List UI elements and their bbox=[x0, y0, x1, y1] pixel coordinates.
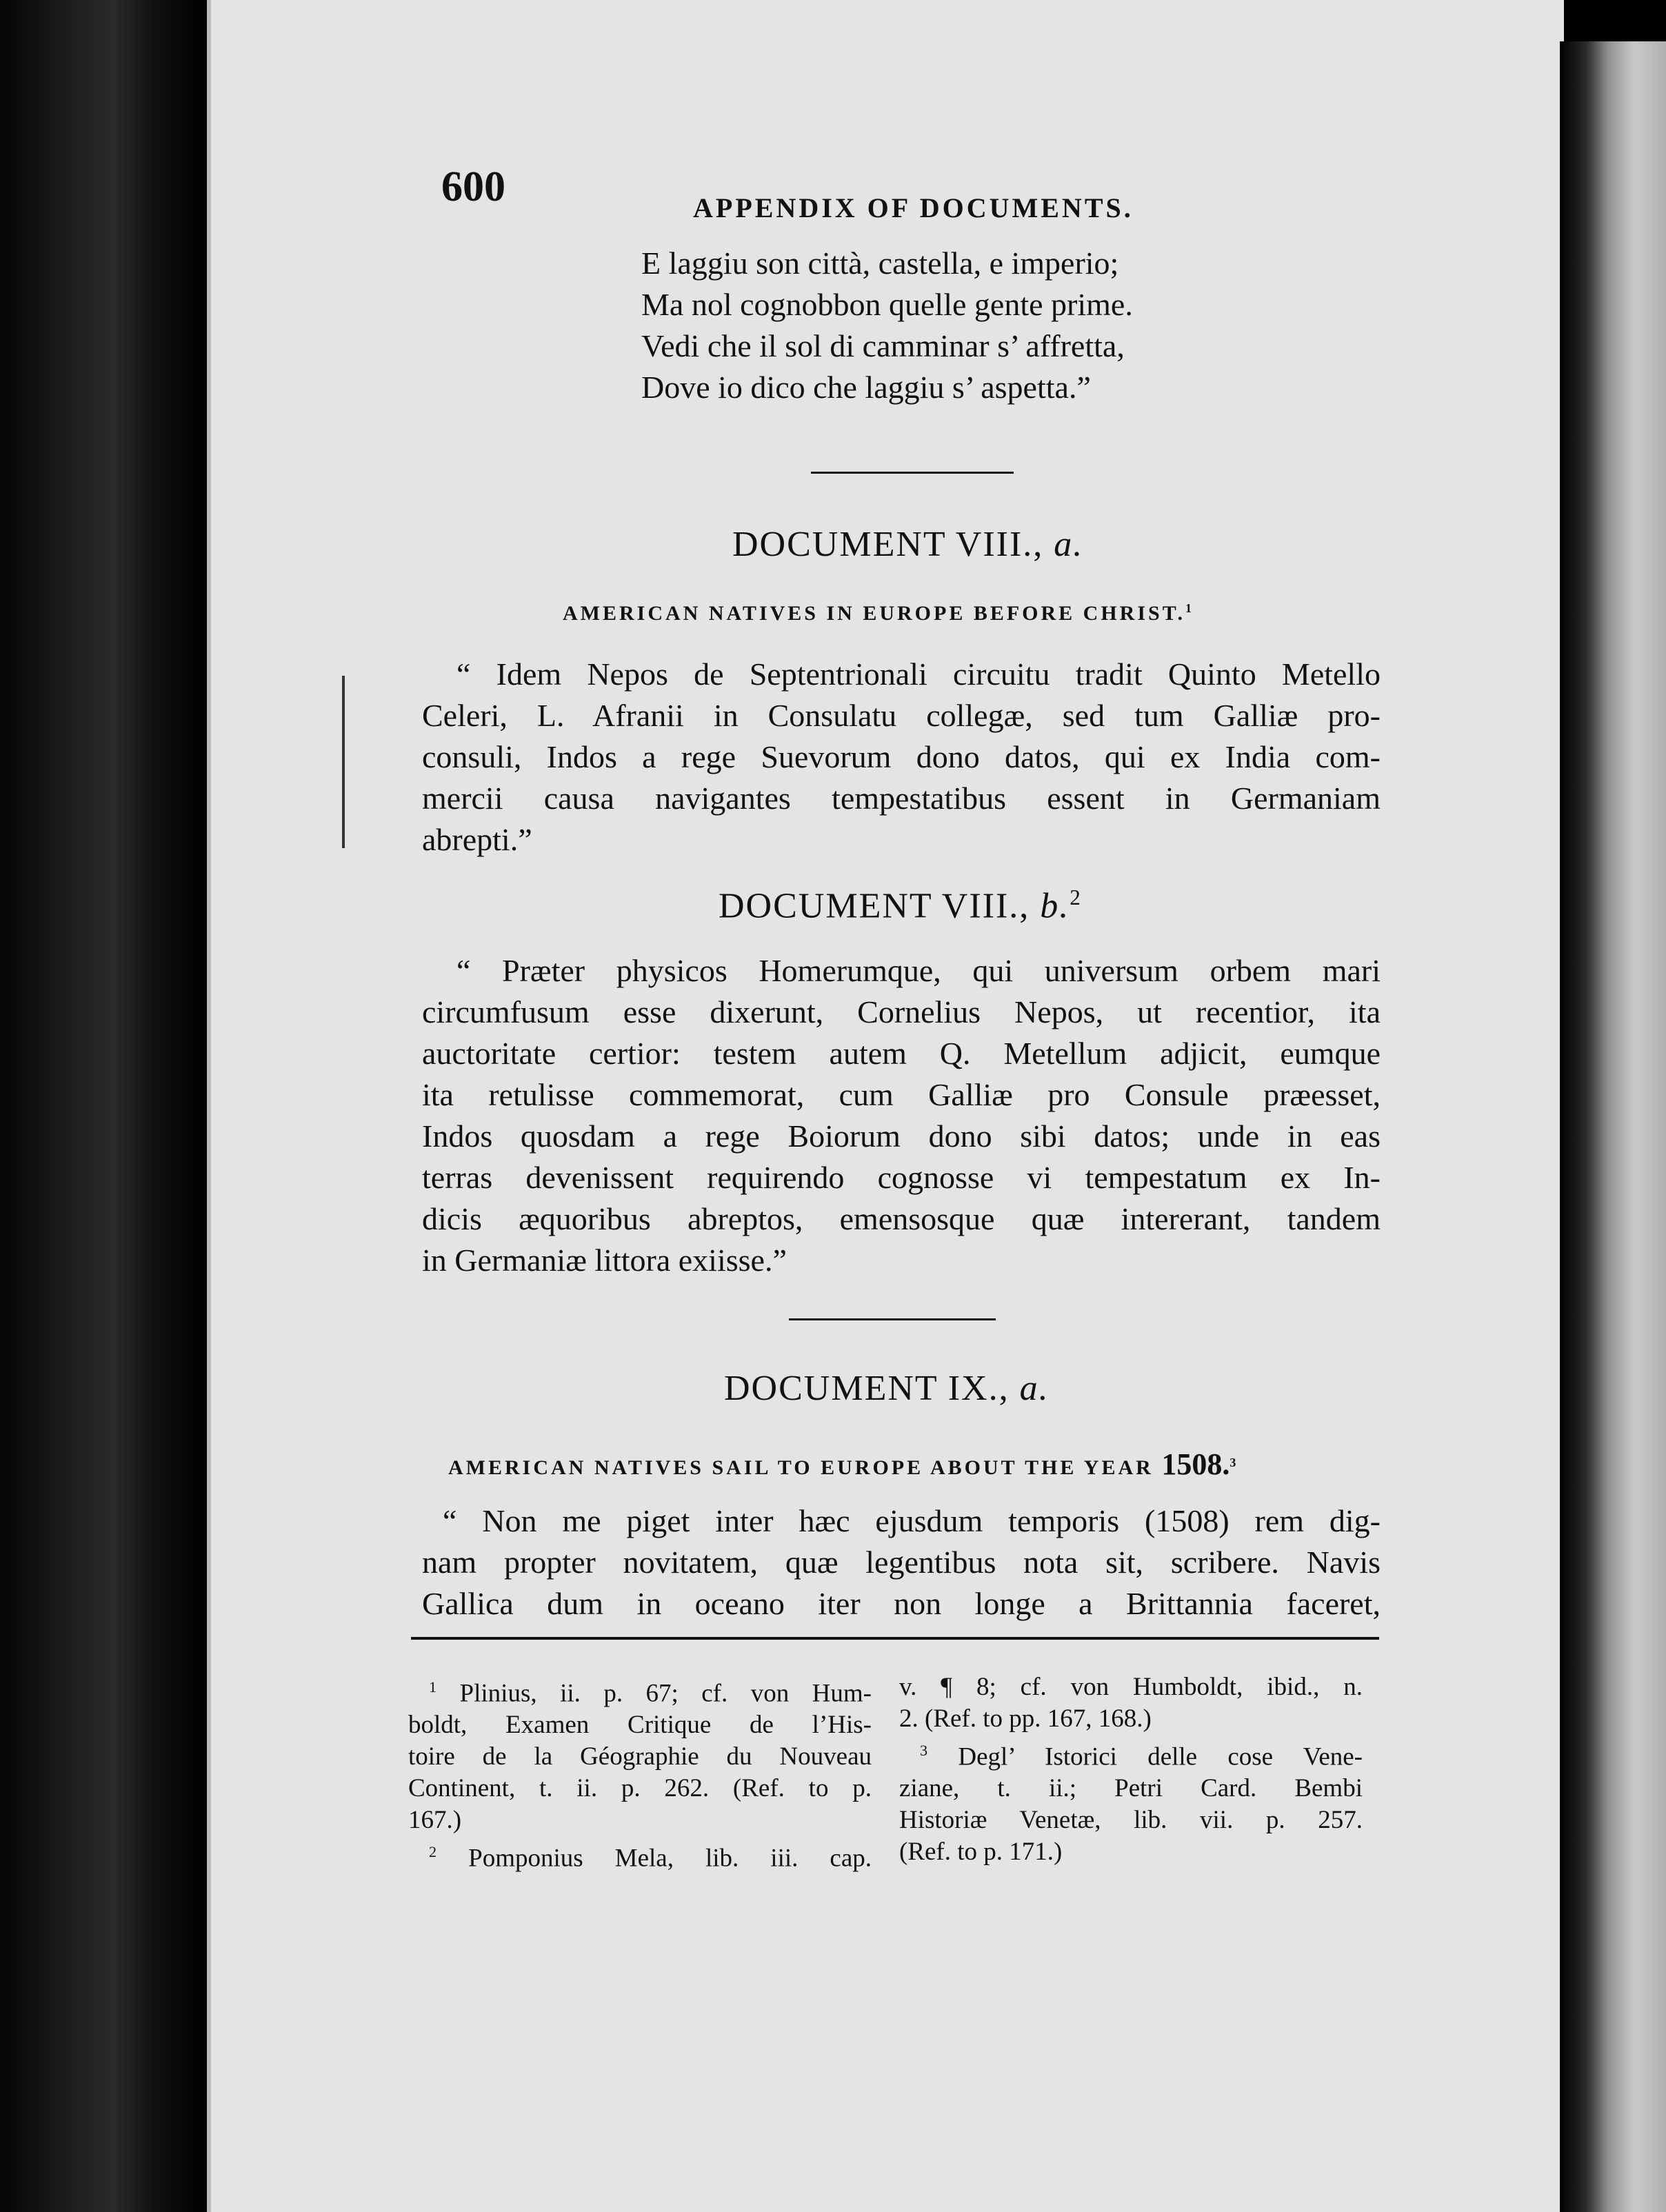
paragraph-line: consuli, Indos a rege Suevorum dono datos, qui ex India com- bbox=[422, 739, 1381, 774]
paragraph-line: nam propter novitatem, quæ legentibus nota sit, scribere. Navis bbox=[422, 1545, 1381, 1580]
footnote-line: toire de la Géographie du Nouveau bbox=[408, 1742, 872, 1771]
footnote-reference: 1 bbox=[1185, 601, 1194, 615]
paragraph-line: in Germaniæ littora exiisse.” bbox=[422, 1243, 787, 1278]
paragraph-line: “ Præter physicos Homerumque, qui universum orbem mari bbox=[456, 953, 1381, 988]
footnote-line: boldt, Examen Critique de l’His- bbox=[408, 1711, 872, 1740]
book-binding-left bbox=[0, 0, 207, 2212]
paragraph-line: “ Non me piget inter hæc ejusdum temporis (1508) rem dig- bbox=[443, 1503, 1381, 1538]
footnote-reference: 3 bbox=[1230, 1456, 1239, 1470]
footnote-text: Plinius, ii. p. 67; cf. von Hum- bbox=[459, 1679, 872, 1708]
paragraph-line: Celeri, L. Afranii in Consulatu collegæ, sed tum Galliæ pro- bbox=[422, 698, 1381, 733]
footnote-text: Pomponius Mela, lib. iii. cap. bbox=[468, 1844, 872, 1873]
footnote-mark: 2 bbox=[429, 1843, 437, 1861]
document-paragraph bbox=[422, 950, 1381, 1281]
paragraph-line: ita retulisse commemorat, cum Galliæ pro Consule præesset, bbox=[422, 1077, 1381, 1112]
paragraph-line: circumfusum esse dixerunt, Cornelius Nepos, ut recentior, ita bbox=[422, 994, 1381, 1029]
paragraph-line: abrepti.” bbox=[422, 822, 532, 857]
document-heading bbox=[724, 1368, 1050, 1409]
document-heading-letter: a. bbox=[1054, 525, 1084, 564]
paragraph-line: dicis æquoribus abreptos, emensosque quæ intererant, tandem bbox=[422, 1201, 1381, 1236]
verse-line: Vedi che il sol di camminar s’ affretta, bbox=[641, 328, 1125, 363]
subheading-year: 1508. bbox=[1161, 1447, 1230, 1481]
paragraph-line: mercii causa navigantes tempestatibus essent in Germaniam bbox=[422, 781, 1381, 816]
document-subheading bbox=[448, 1447, 1238, 1482]
footnote-line bbox=[899, 1735, 1363, 1773]
document-heading bbox=[719, 885, 1082, 927]
paragraph-line: terras devenissent requirendo cognosse vi tempestatum ex In- bbox=[422, 1160, 1381, 1195]
footnote-line: v. ¶ 8; cf. von Humboldt, ibid., n. bbox=[899, 1673, 1363, 1701]
document-subheading bbox=[563, 601, 1194, 625]
book-page-right-edge bbox=[1560, 41, 1666, 2212]
document-heading-text: DOCUMENT VIII., bbox=[719, 886, 1030, 926]
paragraph-line: Gallica dum in oceano iter non longe a Brittannia faceret, bbox=[422, 1586, 1381, 1621]
footnote-text: Degl’ Istorici delle cose Vene- bbox=[958, 1742, 1363, 1771]
footnote-line: (Ref. to p. 171.) bbox=[899, 1838, 1063, 1867]
paragraph-line: “ Idem Nepos de Septentrionali circuitu tradit Quinto Metello bbox=[456, 656, 1381, 692]
footnote-line: ziane, t. ii.; Petri Card. Bembi bbox=[899, 1774, 1363, 1803]
document-heading bbox=[732, 524, 1083, 565]
document-paragraph bbox=[422, 654, 1381, 861]
footnote-mark: 3 bbox=[920, 1742, 928, 1759]
footnote-reference: 2 bbox=[1070, 885, 1082, 909]
document-heading-letter: b. bbox=[1040, 886, 1070, 926]
footnote-line: 167.) bbox=[408, 1806, 462, 1835]
footnote-line bbox=[408, 1671, 872, 1709]
footnotes-right-column bbox=[899, 1671, 1363, 1868]
subheading-text: AMERICAN NATIVES SAIL TO EUROPE ABOUT THE YEAR bbox=[448, 1456, 1154, 1479]
paragraph-line: Indos quosdam a rege Boiorum dono sibi datos; unde in eas bbox=[422, 1118, 1381, 1154]
document-heading-text: DOCUMENT IX., bbox=[724, 1369, 1010, 1408]
verse-block bbox=[641, 243, 1133, 408]
page-number: 600 bbox=[441, 163, 505, 210]
margin-pencil-mark bbox=[342, 676, 345, 848]
footnote-line bbox=[408, 1836, 872, 1874]
footnotes-left-column bbox=[408, 1671, 872, 1875]
section-divider bbox=[811, 472, 1014, 474]
verse-line: Ma nol cognobbon quelle gente prime. bbox=[641, 287, 1133, 322]
document-heading-text: DOCUMENT VIII., bbox=[732, 525, 1044, 564]
running-head-title: APPENDIX OF DOCUMENTS. bbox=[693, 192, 1134, 223]
footnote-line: Historiæ Venetæ, lib. vii. p. 257. bbox=[899, 1806, 1363, 1835]
section-divider bbox=[789, 1318, 996, 1320]
verse-line: E laggiu son città, castella, e imperio; bbox=[641, 245, 1119, 281]
subheading-text: AMERICAN NATIVES IN EUROPE BEFORE CHRIST. bbox=[563, 601, 1185, 625]
footnote-mark: 1 bbox=[429, 1678, 437, 1696]
footnote-line: 2. (Ref. to pp. 167, 168.) bbox=[899, 1705, 1152, 1733]
verse-line: Dove io dico che laggiu s’ aspetta.” bbox=[641, 370, 1091, 405]
running-head bbox=[441, 163, 1365, 223]
footnote-line: Continent, t. ii. p. 262. (Ref. to p. bbox=[408, 1774, 872, 1803]
document-paragraph bbox=[422, 1500, 1381, 1625]
footnote-rule bbox=[411, 1637, 1379, 1640]
paragraph-line: auctoritate certior: testem autem Q. Metellum adjicit, eumque bbox=[422, 1036, 1381, 1071]
document-heading-letter: a. bbox=[1019, 1369, 1050, 1408]
